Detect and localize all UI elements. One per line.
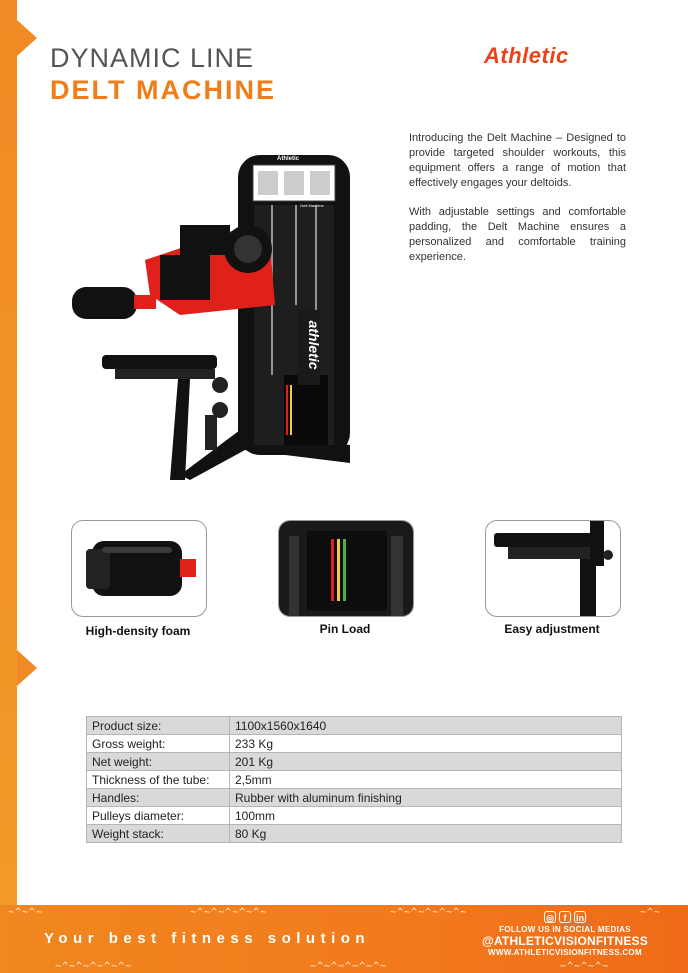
spec-key: Net weight: (87, 753, 230, 771)
decor-pattern: ~^~ (640, 907, 662, 918)
arrow-marker-top (17, 20, 37, 56)
decor-pattern: ~^~^~ (8, 907, 44, 918)
column-label: athletic (306, 320, 322, 370)
spec-key: Pulleys diameter: (87, 807, 230, 825)
spec-key: Weight stack: (87, 825, 230, 843)
spec-key: Gross weight: (87, 735, 230, 753)
spec-row (87, 717, 622, 735)
sub-plate-label: Delt Machine (300, 203, 324, 208)
social-handle[interactable]: @ATHLETICVISIONFITNESS (482, 934, 648, 948)
spec-row (87, 807, 622, 825)
spec-key: Product size: (87, 717, 230, 735)
product-line: DYNAMIC LINE (50, 43, 255, 73)
decor-pattern: ~^~^~^~^~^~ (190, 907, 268, 918)
description-paragraph-2: With adjustable settings and comfortable padding, the Delt Machine ensures a personalized and comfortable training experience. (409, 206, 626, 263)
spec-value: 80 Kg (230, 825, 622, 843)
arrow-marker-middle (17, 650, 37, 686)
feature-label-pinload: Pin Load (319, 622, 371, 636)
description-paragraph-1: Introducing the Delt Machine – Designed to provide targeted shoulder workouts, this equipment offers a range of motion that effectively engages your deltoids. (409, 132, 626, 189)
product-description (409, 131, 626, 279)
spec-row (87, 825, 622, 843)
spec-row (87, 735, 622, 753)
social-block (480, 911, 650, 957)
website-link[interactable]: WWW.ATHLETICVISIONFITNESS.COM (488, 948, 642, 957)
facebook-icon[interactable]: f (559, 911, 571, 923)
decor-pattern: ~^~^~^~^~^~ (55, 961, 133, 972)
spec-row (87, 789, 622, 807)
footer-banner (0, 905, 688, 973)
seat-adjust-icon (486, 521, 620, 616)
footer-slogan: Your best fitness solution (44, 930, 371, 947)
brand-logo: Athletic (484, 43, 569, 68)
foam-pad-icon (72, 521, 206, 616)
decor-pattern: ~^~^~^~^~^~ (390, 907, 468, 918)
feature-label-foam: High-density foam (85, 624, 191, 638)
top-plate-label: Athletic (276, 156, 300, 162)
weight-stack-icon (279, 521, 413, 616)
feature-thumb-foam (71, 520, 207, 617)
delt-machine-image (60, 145, 400, 480)
spec-value: 1100x1560x1640 (230, 717, 622, 735)
spec-table (86, 716, 622, 843)
decor-pattern: ~^~^~^~ (560, 961, 610, 972)
spec-value: 201 Kg (230, 753, 622, 771)
spec-value: Rubber with aluminum finishing (230, 789, 622, 807)
spec-value: 100mm (230, 807, 622, 825)
feature-label-adjustment: Easy adjustment (504, 622, 600, 636)
decor-pattern: ~^~^~^~^~^~ (310, 961, 388, 972)
social-icons (480, 911, 650, 923)
spec-row (87, 753, 622, 771)
spec-value: 2,5mm (230, 771, 622, 789)
follow-text: FOLLOW US IN SOCIAL MEDIAS (499, 925, 631, 934)
spec-key: Handles: (87, 789, 230, 807)
linkedin-icon[interactable]: in (576, 913, 584, 923)
left-stripe (0, 0, 17, 905)
instagram-icon[interactable]: ◎ (544, 911, 556, 923)
feature-thumb-adjustment (485, 520, 621, 617)
spec-row (87, 771, 622, 789)
product-name: DELT MACHINE (50, 75, 276, 105)
spec-value: 233 Kg (230, 735, 622, 753)
feature-thumb-pinload (278, 520, 414, 617)
spec-key: Thickness of the tube: (87, 771, 230, 789)
